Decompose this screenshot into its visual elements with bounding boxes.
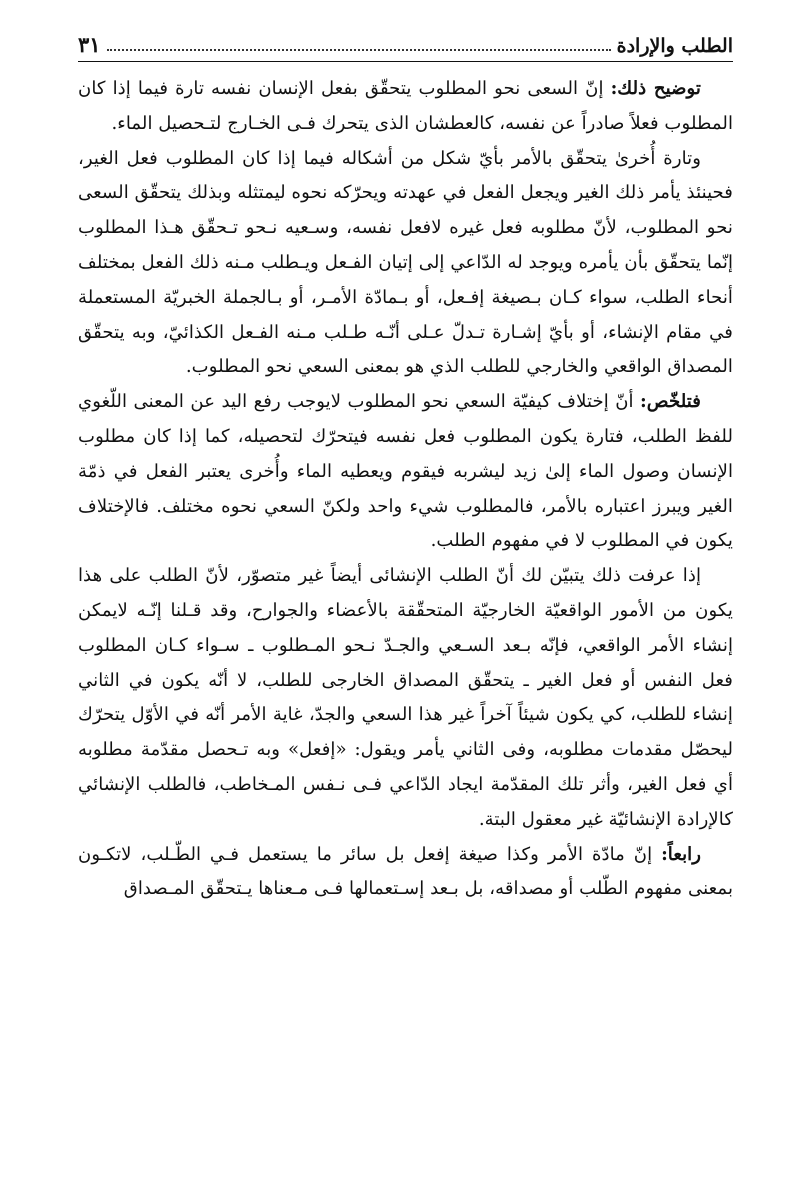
paragraph-command: [78, 142, 733, 386]
paragraph-body: إنّ مادّة الأمر وكذا صيغة إفعل بل سائر ما يستعمل فـي الطّـلب، لاتكـون بمعنى مفهوم الطّلب أو مصداقه، بل بـعد إسـتعمالها فـى مـعناها يـتحقّق المـصداق: [78, 843, 733, 900]
body-text: [78, 72, 733, 907]
page-number: ٣١: [78, 32, 101, 57]
paragraph-lead: فتلخّص:: [640, 391, 701, 413]
paragraph-body: إذا عرفت ذلك يتبيّن لك أنّ الطلب الإنشائى أيضاً غير متصوّر، لأنّ الطلب على هذا يكون من الأمور الواقعيّة الخارجيّة المتحقّقة بالأعضاء والجوارح، وقد قـلنا إنّـه لايمكن إنشاء الأمر الواقعي، فإنّه بـعد السـعي والجـدّ نـحو المـطلوب ـ سـواء كـان المطلوب فعل النفس أو فعل الغير ـ يتحقّق المصداق الخارجى للطلب، لا أنّه يكون في الثاني إنشاء للطلب، كي يكون شيئاً آخراً غير هذا السعي والجدّ، غاية الأمر أنّه في الأوّل يتحرّك ليحصّل مقدمات مطلوبه، وفى الثاني يأمر ويقول: «إفعل» وبه تـحصل مقدّمة مطلوبه أي فعل الغير، وأثر تلك المقدّمة ايجاد الدّاعي فـى نـفس المـخاطب، فالطلب الإنشائي كالإرادة الإنشائيّة غير معقول البتة.: [78, 565, 733, 830]
paragraph-summary: [78, 385, 733, 559]
paragraph-lead: رابعاً:: [661, 843, 701, 865]
paragraph-fourth: [78, 838, 733, 908]
paragraph-body: أنّ إختلاف كيفيّة السعي نحو المطلوب لايوجب رفع اليد عن المعنى اللّغوي للفظ الطلب، فتارة يكون المطلوب فعل نفسه فيتحرّك لتحصيله، كما إذا كان مطلوب الإنسان وصول الماء إلىٰ زيد ليشربه فيقوم ويعطيه الماء وأُخرى يعتبر الفعل في ذمّة الغير ويبرز اعتباره بالأمر، فالمطلوب شيء واحد ولكنّ السعي نحوه مختلف. فالإختلاف يكون في المطلوب لا في مفهوم الطلب.: [78, 391, 733, 552]
paragraph-conclusion: [78, 559, 733, 837]
leader-dots: [107, 49, 611, 51]
paragraph-body: وتارة أُخرىٰ يتحقّق بالأمر بأيّ شكل من أشكاله فيما إذا كان المطلوب فعل الغير، فحينئذ يأمر ذلك الغير ويجعل الفعل في عهدته ويحرّكه نحوه ليمتثله وبذلك يتحقّق السعى نحو المطلوب، لأنّ مطلوبه فعل غيره لافعل نفسه، وسـعيه نـحو تـحقّق هـذا المطلوب إنّما يتحقّق بأن يأمره ويوجد له الدّاعي إلى إتيان الفـعل ويـطلب مـنه ذلك الفعل بمختلف أنحاء الطلب، سواء كـان بـصيغة إفـعل، أو بـمادّة الأمـر، أو بـالجملة الخبريّة المستعملة في مقام الإنشاء، أو بأيّ إشـارة تـدلّ عـلى أنّـه طـلب مـنه الفـعل الكذائيّ، وبه يتحقّق المصداق الواقعي والخارجي للطلب الذي هو بمعنى السعي نحو المطلوب.: [78, 147, 733, 378]
paragraph-lead: توضيح ذلك:: [610, 78, 701, 99]
running-header: [78, 28, 733, 62]
paragraph-explanation: [78, 72, 733, 142]
chapter-title: الطلب والإرادة: [616, 35, 733, 57]
paragraph-body: إنّ السعى نحو المطلوب يتحقّق بفعل الإنسان نفسه تارة فيما إذا كان المطلوب فعلاً صادراً عن نفسه، كالعطشان الذى يتحرك فـى الخـارج لتـحصيل الماء.: [78, 78, 733, 134]
